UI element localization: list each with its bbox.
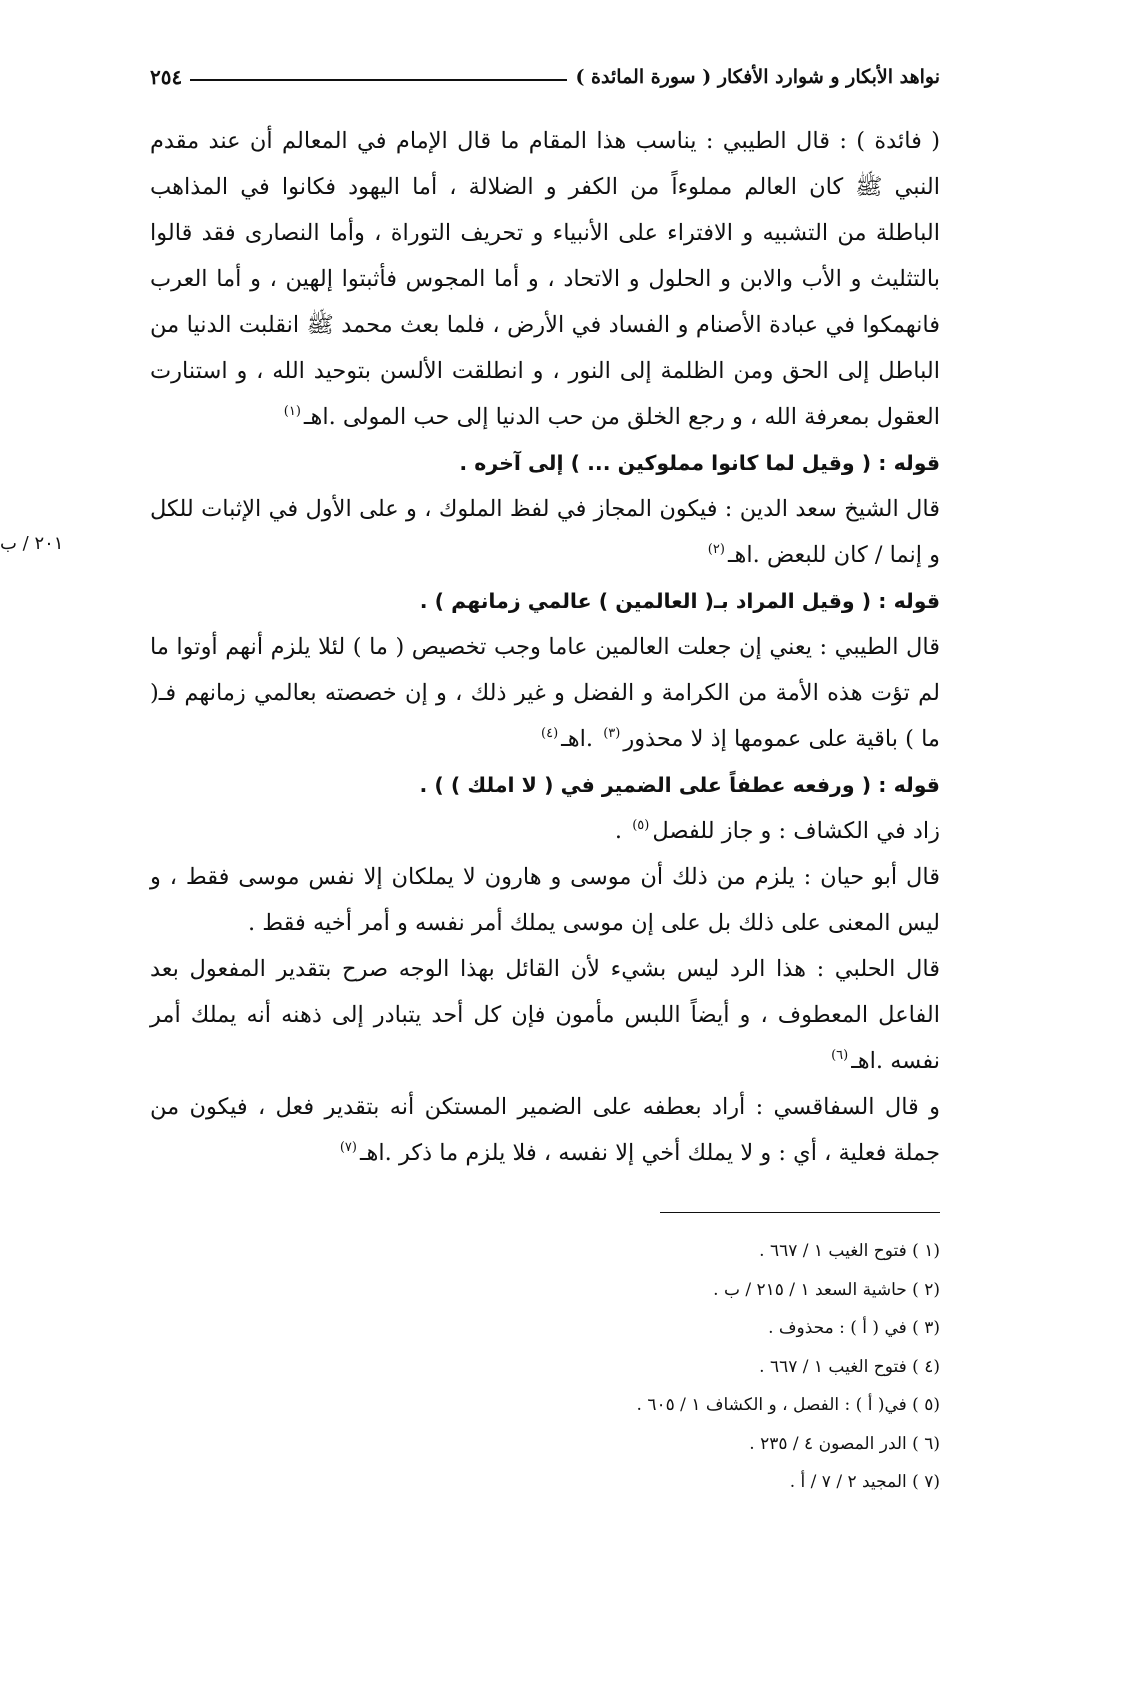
- running-header: [150, 62, 940, 92]
- footnote: (٣ ) في ( أ ) : محذوف .: [768, 1318, 940, 1338]
- footnote-ref: (٤): [541, 726, 559, 741]
- paragraph: قال الشيخ سعد الدين : فيكون المجاز في لفظ الملوك ، و على الأول في الإثبات للكل و إنما / كان للبعض .اهـ$^{(٢)}$: [150, 496, 940, 568]
- paragraph: قال الحلبي : هذا الرد ليس بشيء لأن القائل بهذا الوجه صرح بتقدير المفعول بعد الفاعل المعطوف ، و أيضاً اللبس مأمون فإن كل أحد يتبادر إلى ذهنه أنه يملك أمر نفسه .اهـ$^{(٦)}$: [150, 956, 940, 1074]
- footnote-ref: (١): [283, 404, 301, 419]
- paragraph: ( فائدة ) : قال الطيبي : يناسب هذا المقام ما قال الإمام في المعالم أن عند مقدم النبي ﷺ كان العالم مملوءاً من الكفر و الضلالة ، أما اليهود فكانوا في المذاهب الباطلة من التشبيه و الافتراء على الأنبياء و تحريف التوراة ، وأما النصارى فقد قالوا بالتثليث و الأب والابن و الحلول و الاتحاد ، و أما المجوس فأثبتوا إلهين ، و أما العرب فانهمكوا في عبادة الأصنام و الفساد في الأرض ، فلما بعث محمد ﷺ انقلبت الدنيا من الباطل إلى الحق ومن الظلمة إلى النور ، و انطلقت الألسن بتوحيد الله ، و استنارت العقول بمعرفة الله ، و رجع الخلق من حب الدنيا إلى حب المولى .اهـ$^{(١)}$: [150, 128, 940, 430]
- main-text: [150, 118, 940, 1176]
- footnote-ref: (٦): [831, 1048, 849, 1063]
- footnotes: [150, 1232, 940, 1502]
- footnote-ref: (٥): [632, 818, 650, 833]
- commentary-heading: قوله : ( ورفعه عطفاً على الضمير في ( لا املك ) ) .: [419, 773, 940, 797]
- paragraph: قال أبو حيان : يلزم من ذلك أن موسى و هارون لا يملكان إلا نفس موسى فقط ، و ليس المعنى على ذلك بل على إن موسى يملك أمر نفسه و أمر أخيه فقط .: [150, 864, 940, 936]
- footnote: (٤ ) فتوح الغيب ١ / ٦٦٧ .: [759, 1356, 940, 1377]
- footnote: (١ ) فتوح الغيب ١ / ٦٦٧ .: [759, 1241, 940, 1261]
- paragraph: قال الطيبي : يعني إن جعلت العالمين عاما وجب تخصيص ( ما ) لئلا يلزم أنهم أوتوا ما لم تؤت هذه الأمة من الكرامة و الفضل و غير ذلك ، و إن خصصته بعالمي زمانهم فـ( ما ) باقية على عمومها إذ لا محذور$^{(٣)}$ .اهـ$^{(٤)}$: [150, 634, 940, 752]
- footnote-ref: (٣): [603, 726, 621, 741]
- manuscript-folio-note: ٢٠١ / ب: [0, 533, 64, 554]
- footnote: (٢ ) حاشية السعد ١ / ٢١٥ / ب .: [713, 1279, 940, 1300]
- header-rule: [190, 79, 567, 81]
- footnote-separator: [660, 1212, 940, 1213]
- footnote-ref: (٧): [339, 1140, 357, 1155]
- footnote-ref: (٢): [707, 542, 725, 557]
- header-title: نواهد الأبكار و شوارد الأفكار ( سورة المائدة ): [575, 66, 940, 88]
- paragraph: و قال السفاقسي : أراد بعطفه على الضمير المستكن أنه بتقدير فعل ، فيكون من جملة فعلية ، أي : و لا يملك أخي إلا نفسه ، فلا يلزم ما ذكر .اهـ$^{(٧)}$: [150, 1094, 940, 1166]
- commentary-heading: قوله : ( وقيل لما كانوا مملوكين ... ) إلى آخره .: [459, 451, 940, 475]
- footnote: (٦ ) الدر المصون ٤ / ٢٣٥ .: [749, 1433, 940, 1454]
- page-number: ٢٥٤: [150, 65, 183, 89]
- document-page: [150, 0, 940, 1706]
- footnote: (٧ ) المجيد ٢ / ٧ / أ .: [789, 1472, 940, 1492]
- paragraph: زاد في الكشاف : و جاز للفصل$^{(٥)}$ .: [614, 818, 940, 844]
- footnote: (٥ ) في( أ ) : الفصل ، و الكشاف ١ / ٦٠٥ .: [636, 1395, 940, 1415]
- commentary-heading: قوله : ( وقيل المراد بـ( العالمين ) عالمي زمانهم ) .: [419, 589, 940, 613]
